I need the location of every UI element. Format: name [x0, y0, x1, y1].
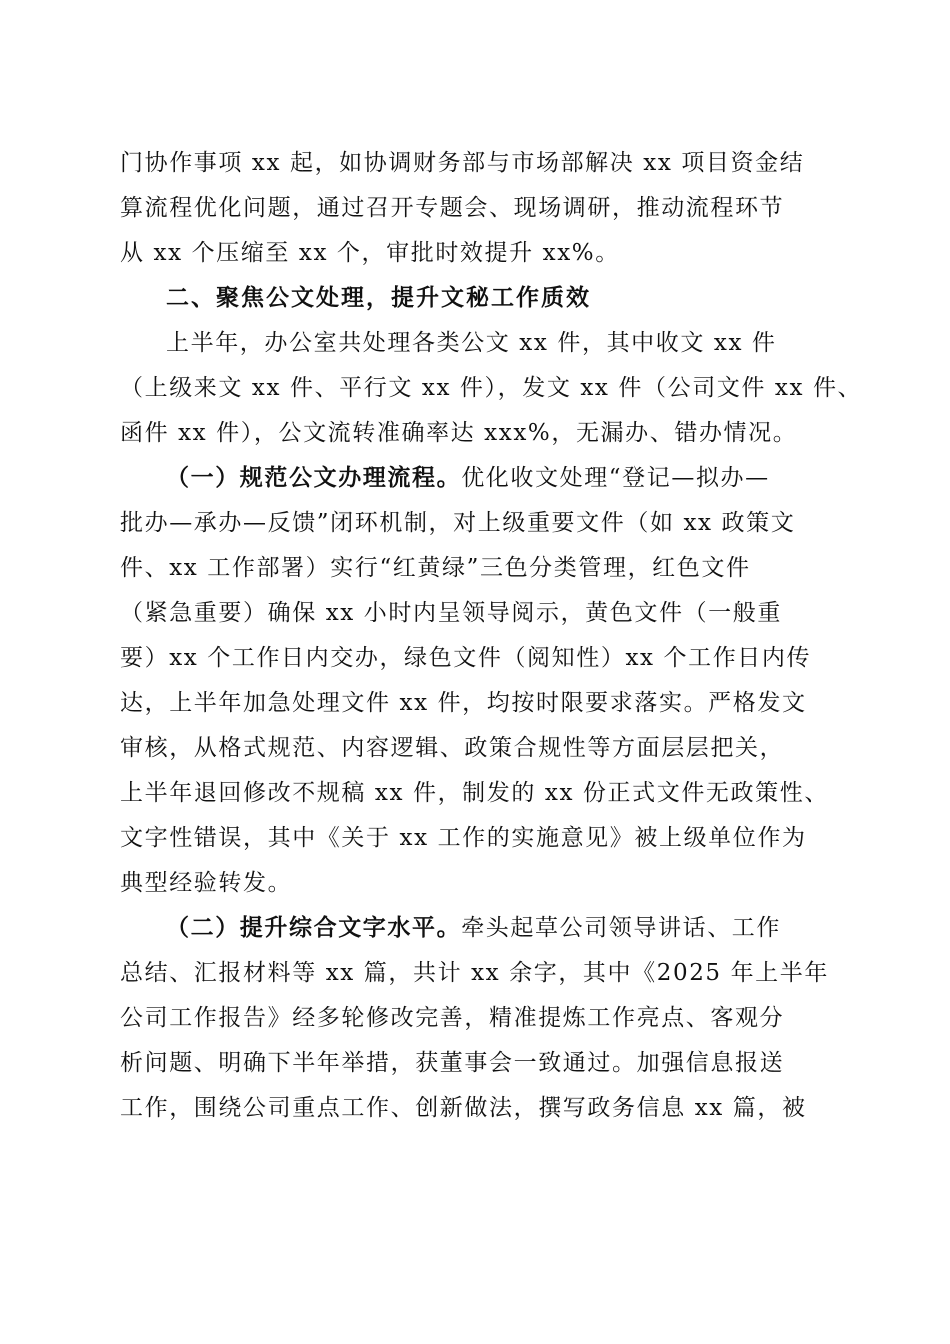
- paragraph-line: 函件 xx 件），公文流转准确率达 xxx%，无漏办、错办情况。: [120, 420, 798, 446]
- paragraph-line: 工作，围绕公司重点工作、创新做法，撰写政务信息 xx 篇，被: [120, 1095, 807, 1121]
- paragraph-text: 牵头起草公司领导讲话、工作: [461, 915, 782, 941]
- paragraph-line: [166, 463, 840, 493]
- paragraph-line: （紧急重要）确保 xx 小时内呈领导阅示，黄色文件（一般重: [120, 600, 782, 626]
- paragraph-line: 析问题、明确下半年举措，获董事会一致通过。加强信息报送: [120, 1050, 785, 1076]
- subsection-title: （一）规范公文办理流程。: [166, 464, 462, 491]
- paragraph-line: 审核，从格式规范、内容逻辑、政策合规性等方面层层把关，: [120, 735, 785, 761]
- paragraph-line: 达，上半年加急处理文件 xx 件，均按时限要求落实。严格发文: [120, 690, 807, 716]
- paragraph-line: 从 xx 个压缩至 xx 个，审批时效提升 xx%。: [120, 240, 620, 266]
- section-heading: 二、聚焦公文处理，提升文秘工作质效: [166, 285, 591, 311]
- paragraph-text: 优化收文处理“登记—拟办—: [461, 465, 770, 491]
- subsection-title: （二）提升综合文字水平。: [166, 914, 462, 941]
- paragraph-line: 总结、汇报材料等 xx 篇，共计 xx 余字，其中《2025 年上半年: [120, 960, 829, 986]
- paragraph-line: 文字性错误，其中《关于 xx 工作的实施意见》被上级单位作为: [120, 825, 807, 851]
- paragraph-line: 上半年退回修改不规稿 xx 件，制发的 xx 份正式文件无政策性、: [120, 780, 829, 806]
- paragraph-line: 公司工作报告》经多轮修改完善，精准提炼工作亮点、客观分: [120, 1005, 785, 1031]
- paragraph-line: 算流程优化问题，通过召开专题会、现场调研，推动流程环节: [120, 195, 785, 221]
- paragraph-line: 门协作事项 xx 起，如协调财务部与市场部解决 xx 项目资金结: [120, 150, 805, 176]
- paragraph-line: [166, 913, 840, 943]
- paragraph-line: 上半年，办公室共处理各类公文 xx 件，其中收文 xx 件: [166, 330, 777, 356]
- paragraph-line: 典型经验转发。: [120, 870, 293, 896]
- paragraph-line: 批办—承办—反馈”闭环机制，对上级重要文件（如 xx 政策文: [120, 510, 796, 536]
- paragraph-line: 件、xx 工作部署）实行“红黄绿”三色分类管理，红色文件: [120, 555, 751, 581]
- paragraph-line: （上级来文 xx 件、平行文 xx 件），发文 xx 件（公司文件 xx 件、: [120, 375, 863, 401]
- paragraph-line: 要）xx 个工作日内交办，绿色文件（阅知性）xx 个工作日内传: [120, 645, 812, 671]
